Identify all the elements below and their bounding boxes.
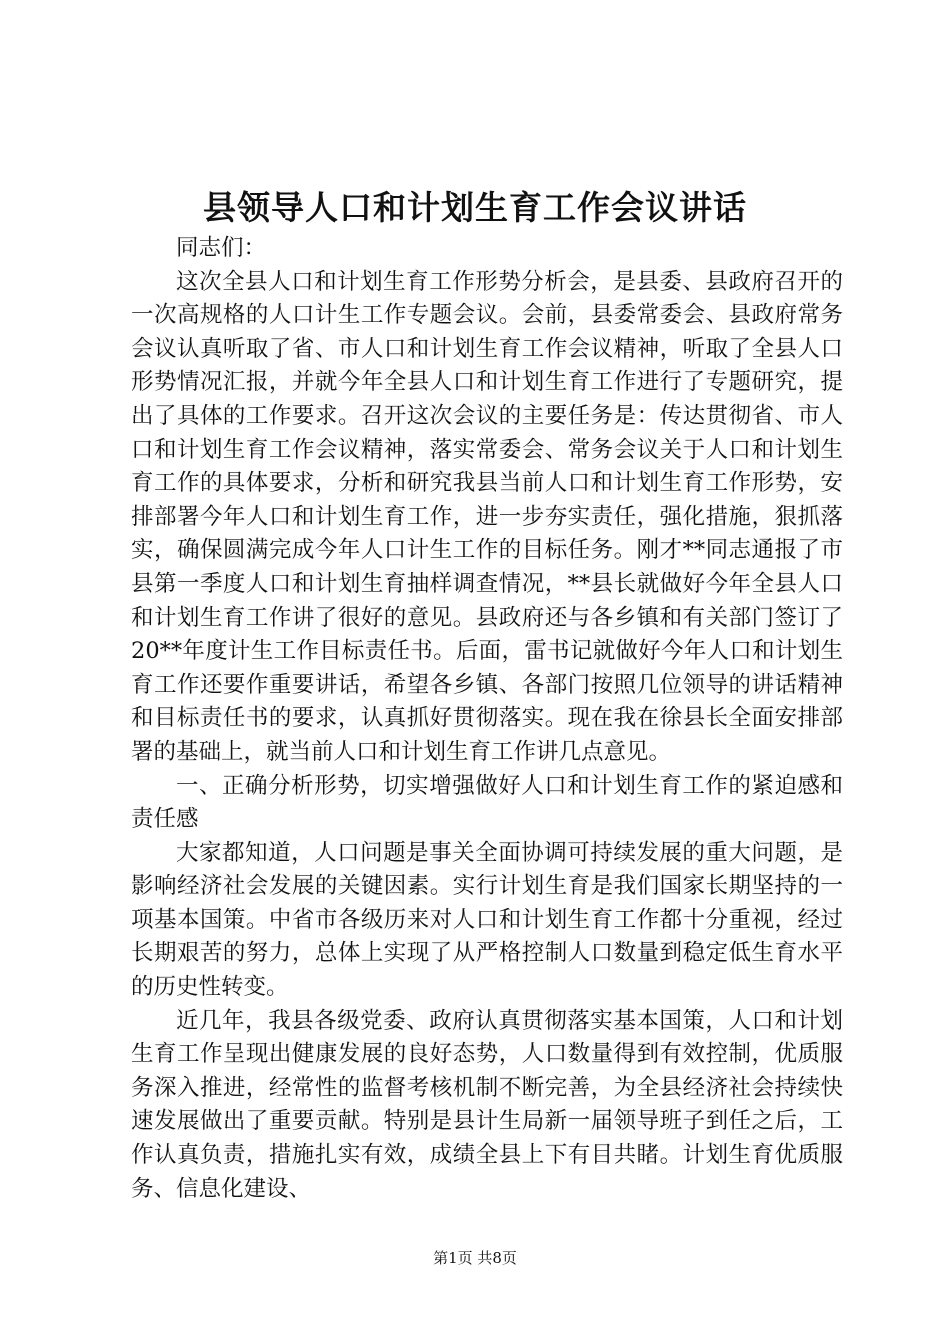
body-paragraph: 近几年，我县各级党委、政府认真贯彻落实基本国策，人口和计划生育工作呈现出健康发展的良好态势，人口数量得到有效控制，优质服务深入推进，经常性的监督考核机制不断完善，为全县经济社会持续快速发展做出了重要贡献。特别是县计生局新一届领导班子到任之后，工作认真负责，措施扎实有效，成绩全县上下有目共睹。计划生育优质服务、信息化建设、 [131,1007,843,1202]
body-paragraph: 这次全县人口和计划生育工作形势分析会，是县委、县政府召开的一次高规格的人口计生工作专题会议。会前，县委常委会、县政府常务会议认真听取了省、市人口和计划生育工作会议精神，听取了全县人口形势情况汇报，并就今年全县人口和计划生育工作进行了专题研究，提出了具体的工作要求。召开这次会议的主要任务是：传达贯彻省、市人口和计划生育工作会议精神，落实常委会、常务会议关于人口和计划生育工作的具体要求，分析和研究我县当前人口和计划生育工作形势，安排部署今年人口和计划生育工作，进一步夯实责任，强化措施，狠抓落实，确保圆满完成今年人口计生工作的目标任务。刚才**同志通报了市县第一季度人口和计划生育抽样调查情况，**县长就做好今年全县人口和计划生育工作讲了很好的意见。县政府还与各乡镇和有关部门签订了20**年度计生工作目标责任书。后面，雷书记就做好今年人口和计划生育工作还要作重要讲话，希望各乡镇、各部门按照几位领导的讲话精神和目标责任书的要求，认真抓好贯彻落实。现在我在徐县长全面安排部署的基础上，就当前人口和计划生育工作讲几点意见。 [131,268,843,765]
document-body [131,232,843,1206]
section-heading: 一、正确分析形势，切实增强做好人口和计划生育工作的紧迫感和责任感 [131,772,843,833]
document-title: 县领导人口和计划生育工作会议讲话 [203,188,747,227]
page-number-footer: 第1页 共8页 [433,1249,517,1267]
body-paragraph: 大家都知道，人口问题是事关全面协调可持续发展的重大问题，是影响经济社会发展的关键因素。实行计划生育是我们国家长期坚持的一项基本国策。中省市各级历来对人口和计划生育工作都十分重视，经过长期艰苦的努力，总体上实现了从严格控制人口数量到稳定低生育水平的历史性转变。 [131,839,843,1001]
salutation-paragraph: 同志们： [176,235,267,261]
